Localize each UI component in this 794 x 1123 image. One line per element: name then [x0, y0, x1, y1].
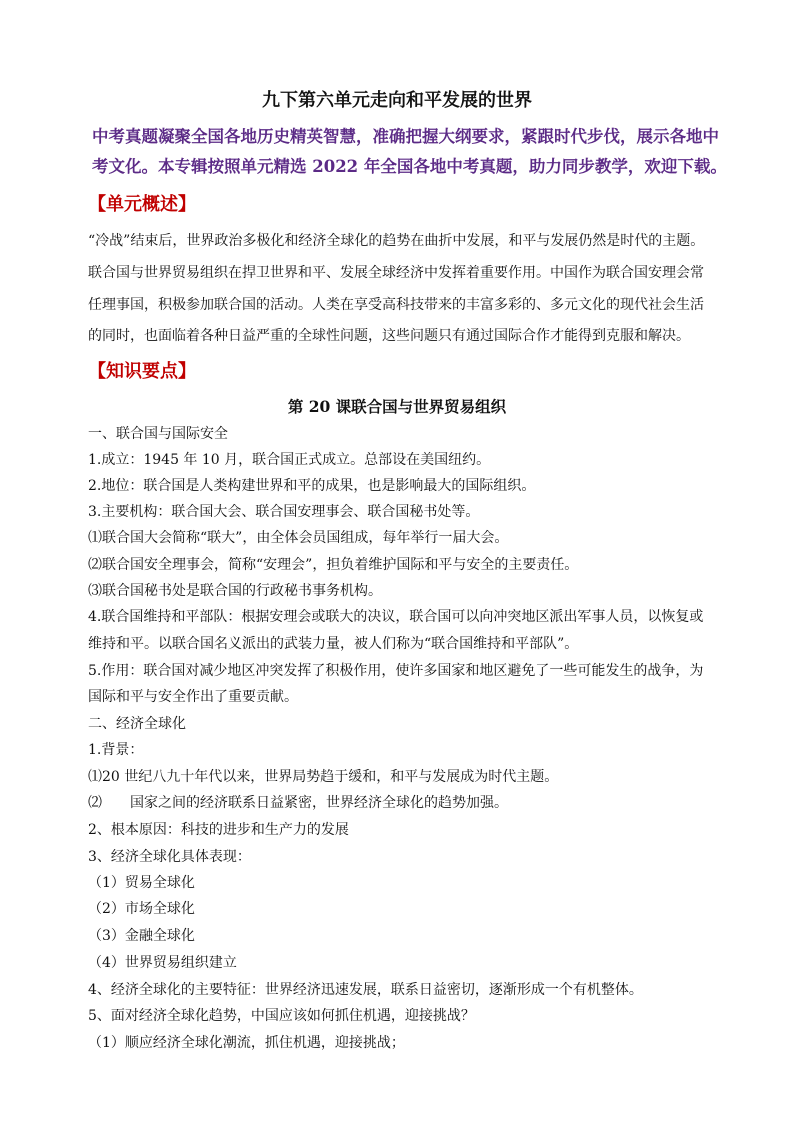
list-item: （1）贸易全球化 — [88, 875, 195, 891]
list-item: ⑴20 世纪八九十年代以来，世界局势趋于缓和，和平与发展成为时代主题。 — [88, 769, 559, 785]
list-item: 5.作用：联合国对减少地区冲突发挥了积极作用，使许多国家和地区避免了一些可能发生的战争，为 — [88, 663, 704, 679]
lesson-title: 第 20 课联合国与世界贸易组织 — [287, 397, 507, 416]
section-heading-globalization: 二、经济全球化 — [88, 716, 186, 732]
list-item: （1）顺应经济全球化潮流，抓住机遇，迎接挑战； — [88, 1035, 405, 1051]
intro-line-2: 考文化。本专辑按照单元精选 2022 年全国各地中考真题，助力同步教学，欢迎下载。 — [92, 157, 727, 176]
overview-line-1: “冷战”结束后，世界政治多极化和经济全球化的趋势在曲折中发展，和平与发展仍然是时代的主题。 — [88, 233, 705, 249]
list-item: ⑵ 国家之间的经济联系日益紧密，世界经济全球化的趋势加强。 — [88, 795, 508, 811]
list-item: （2）市场全球化 — [88, 901, 195, 917]
unit-overview-heading: 【单元概述】 — [88, 194, 196, 215]
list-item: 维持和平。以联合国名义派出的武装力量，被人们称为“联合国维持和平部队”。 — [88, 636, 579, 652]
list-item: 4、经济全球化的主要特征：世界经济迅速发展，联系日益密切，逐渐形成一个有机整体。 — [88, 982, 643, 998]
list-item: ⑵联合国安全理事会，简称“安理会”，担负着维护国际和平与安全的主要责任。 — [88, 557, 579, 573]
intro-line-1: 中考真题凝聚全国各地历史精英智慧，准确把握大纲要求，紧跟时代步伐，展示各地中 — [92, 127, 719, 146]
list-item: 2、根本原因：科技的进步和生产力的发展 — [88, 822, 349, 838]
section-heading-un: 一、联合国与国际安全 — [88, 426, 228, 442]
page-title: 九下第六单元走向和平发展的世界 — [262, 90, 532, 111]
list-item: 4.联合国维持和平部队：根据安理会或联大的决议，联合国可以向冲突地区派出军事人员，以恢复或 — [88, 609, 704, 625]
list-item: 5、面对经济全球化趋势，中国应该如何抓住机遇，迎接挑战？ — [88, 1008, 475, 1024]
list-item: 3.主要机构：联合国大会、联合国安理事会、联合国秘书处等。 — [88, 504, 480, 520]
list-item: （3）金融全球化 — [88, 928, 195, 944]
key-points-heading: 【知识要点】 — [88, 361, 196, 382]
overview-line-3: 任理事国，积极参加联合国的活动。人类在享受高科技带来的丰富多彩的、多元文化的现代社会生活 — [88, 297, 704, 313]
list-item: 1.成立：1945 年 10 月，联合国正式成立。总部设在美国纽约。 — [88, 452, 491, 468]
list-item: 3、经济全球化具体表现： — [88, 849, 251, 865]
list-item: （4）世界贸易组织建立 — [88, 955, 237, 971]
list-item: 1.背景： — [88, 742, 144, 758]
overview-line-4: 的同时，也面临着各种日益严重的全球性问题，这些问题只有通过国际合作才能得到克服和解决。 — [88, 328, 690, 344]
overview-line-2: 联合国与世界贸易组织在捍卫世界和平、发展全球经济中发挥着重要作用。中国作为联合国安理会常 — [88, 265, 704, 281]
list-item: ⑴联合国大会简称“联大”，由全体会员国组成，每年举行一届大会。 — [88, 530, 509, 546]
list-item: 国际和平与安全作出了重要贡献。 — [88, 689, 298, 705]
list-item: ⑶联合国秘书处是联合国的行政秘书事务机构。 — [88, 583, 382, 599]
list-item: 2.地位：联合国是人类构建世界和平的成果，也是影响最大的国际组织。 — [88, 478, 536, 494]
